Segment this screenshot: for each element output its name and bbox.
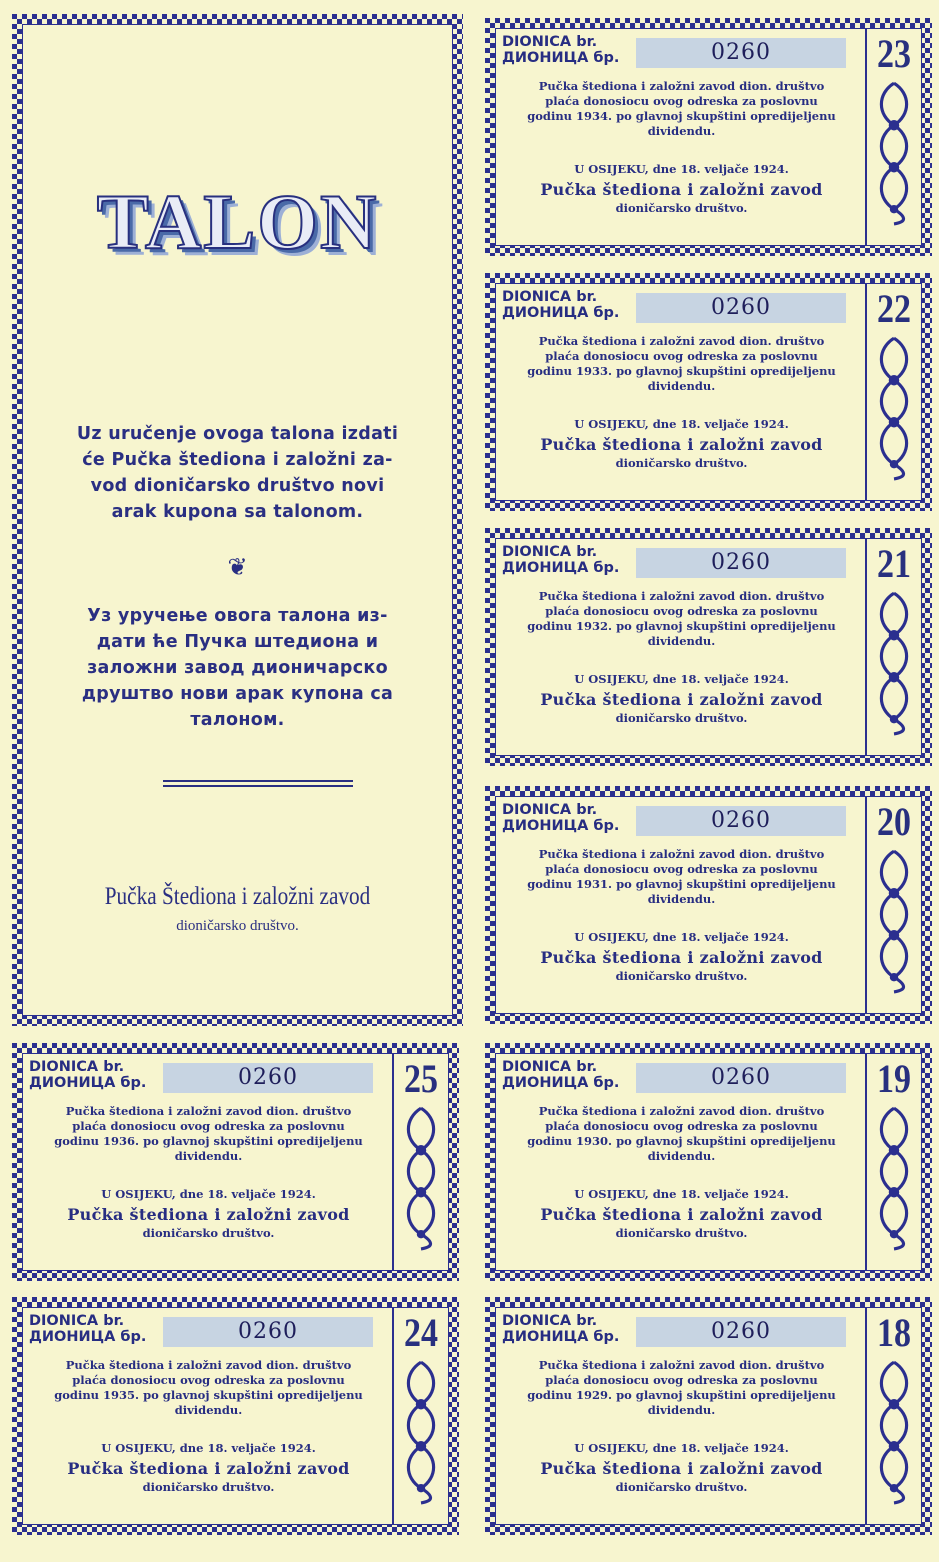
coupon-body-text: Pučka štediona i založni zavod dion. društvo plaća donosiocu ovog odreska za poslovnu godinu 1932. po glavnoj skupštini opredijeljenu dividendu.: [527, 589, 836, 648]
place-date: U OSIJEKU, dne 18. veljače 1924.: [101, 1441, 316, 1455]
place-date: U OSIJEKU, dne 18. veljače 1924.: [574, 1187, 789, 1201]
coupon-body-text: Pučka štediona i založni zavod dion. društvo plaća donosiocu ovog odreska za poslovnu godinu 1931. po glavnoj skupštini opredijeljenu dividendu.: [527, 847, 836, 906]
share-number: 0260: [636, 548, 846, 578]
coupon-bank-name: Pučka štediona i založni zavod: [540, 1205, 823, 1224]
scroll-ornament-icon: [873, 1358, 915, 1505]
place-date: U OSIJEKU, dne 18. veljače 1924.: [574, 162, 789, 176]
coupon-bank-name: Pučka štediona i založni zavod: [540, 690, 823, 709]
coupon-header: DIONICA br. ДИОНИЦА бр.: [29, 1059, 147, 1091]
coupon-serial-column: [392, 1308, 448, 1524]
share-number: 0260: [636, 293, 846, 323]
coupon-header: DIONICA br. ДИОНИЦА бр.: [502, 1059, 620, 1091]
talon-title: TALON: [96, 178, 379, 265]
share-number: 0260: [636, 806, 846, 836]
coupon-serial-column: [865, 1308, 921, 1524]
coupon-24: [12, 1297, 459, 1535]
talon-cyrillic-text: Уз уручење овога талона из- дати ће Пучка штедиона и заложни завод дионичарско друштво нови арак купона са талоном.: [81, 606, 394, 730]
coupon-serial-column: [865, 797, 921, 1013]
coupon-serial-number: 20: [877, 799, 911, 844]
coupon-bank-name: Pučka štediona i založni zavod: [540, 180, 823, 199]
scroll-ornament-icon: [400, 1104, 442, 1251]
place-date: U OSIJEKU, dne 18. veljače 1924.: [574, 1441, 789, 1455]
share-number: 0260: [636, 1063, 846, 1093]
coupon-20: [485, 786, 932, 1024]
coupon-bank-subtitle: dioničarsko društvo.: [615, 201, 748, 215]
coupon-serial-column: [865, 284, 921, 500]
share-number: 0260: [636, 38, 846, 68]
coupon-header: DIONICA br. ДИОНИЦА бр.: [29, 1313, 147, 1345]
coupon-header: DIONICA br. ДИОНИЦА бр.: [502, 289, 620, 321]
coupon-22: [485, 273, 932, 511]
coupon-serial-number: 21: [877, 541, 911, 586]
coupon-bank-subtitle: dioničarsko društvo.: [142, 1226, 275, 1240]
coupon-serial-column: [865, 539, 921, 755]
talon-bank-subtitle: dioničarsko društvo.: [176, 918, 299, 934]
coupon-header: DIONICA br. ДИОНИЦА бр.: [502, 544, 620, 576]
coupon-bank-name: Pučka štediona i založni zavod: [67, 1205, 350, 1224]
place-date: U OSIJEKU, dne 18. veljače 1924.: [574, 930, 789, 944]
coupon-bank-subtitle: dioničarsko društvo.: [615, 456, 748, 470]
coupon-bank-subtitle: dioničarsko društvo.: [142, 1480, 275, 1494]
floral-ornament-icon: ❦: [227, 553, 248, 581]
coupon-bank-name: Pučka štediona i založni zavod: [67, 1459, 350, 1478]
coupon-serial-number: 19: [877, 1056, 911, 1101]
coupon-18: [485, 1297, 932, 1535]
coupon-body-text: Pučka štediona i založni zavod dion. društvo plaća donosiocu ovog odreska za poslovnu godinu 1933. po glavnoj skupštini opredijeljenu dividendu.: [527, 334, 836, 393]
talon-bank-name: Pučka Štediona i založni zavod: [104, 883, 371, 910]
coupon-serial-number: 25: [404, 1056, 438, 1101]
place-date: U OSIJEKU, dne 18. veljače 1924.: [574, 417, 789, 431]
share-number: 0260: [163, 1063, 373, 1093]
coupon-body-text: Pučka štediona i založni zavod dion. društvo plaća donosiocu ovog odreska za poslovnu godinu 1929. po glavnoj skupštini opredijeljenu dividendu.: [527, 1358, 836, 1417]
share-number: 0260: [163, 1317, 373, 1347]
coupon-header: DIONICA br. ДИОНИЦА бр.: [502, 34, 620, 66]
divider: [163, 780, 353, 787]
coupon-serial-column: [865, 1054, 921, 1270]
coupon-bank-subtitle: dioničarsko društvo.: [615, 711, 748, 725]
coupon-body-text: Pučka štediona i založni zavod dion. društvo plaća donosiocu ovog odreska za poslovnu godinu 1930. po glavnoj skupštini opredijeljenu dividendu.: [527, 1104, 836, 1163]
coupon-serial-number: 22: [877, 286, 911, 331]
coupon-19: [485, 1043, 932, 1281]
coupon-body-text: Pučka štediona i založni zavod dion. društvo plaća donosiocu ovog odreska za poslovnu godinu 1936. po glavnoj skupštini opredijeljenu dividendu.: [54, 1104, 363, 1163]
place-date: U OSIJEKU, dne 18. veljače 1924.: [574, 672, 789, 686]
coupon-bank-name: Pučka štediona i založni zavod: [540, 1459, 823, 1478]
coupon-header: DIONICA br. ДИОНИЦА бр.: [502, 802, 620, 834]
coupon-serial-number: 24: [404, 1310, 438, 1355]
coupon-serial-number: 18: [877, 1310, 911, 1355]
scroll-ornament-icon: [873, 334, 915, 481]
coupon-bank-name: Pučka štediona i založni zavod: [540, 435, 823, 454]
scroll-ornament-icon: [400, 1358, 442, 1505]
coupon-bank-subtitle: dioničarsko društvo.: [615, 969, 748, 983]
coupon-body-text: Pučka štediona i založni zavod dion. društvo plaća donosiocu ovog odreska za poslovnu godinu 1935. po glavnoj skupštini opredijeljenu dividendu.: [54, 1358, 363, 1417]
scroll-ornament-icon: [873, 1104, 915, 1251]
place-date: U OSIJEKU, dne 18. veljače 1924.: [101, 1187, 316, 1201]
coupon-serial-column: [865, 29, 921, 245]
coupon-bank-name: Pučka štediona i založni zavod: [540, 948, 823, 967]
scroll-ornament-icon: [873, 79, 915, 226]
coupon-25: [12, 1043, 459, 1281]
talon-panel: [12, 14, 463, 1026]
scroll-ornament-icon: [873, 589, 915, 736]
coupon-bank-subtitle: dioničarsko društvo.: [615, 1226, 748, 1240]
coupon-21: [485, 528, 932, 766]
coupon-serial-number: 23: [877, 31, 911, 76]
coupon-header: DIONICA br. ДИОНИЦА бр.: [502, 1313, 620, 1345]
coupon-body-text: Pučka štediona i založni zavod dion. društvo plaća donosiocu ovog odreska za poslovnu godinu 1934. po glavnoj skupštini opredijeljenu dividendu.: [527, 79, 836, 138]
coupon-bank-subtitle: dioničarsko društvo.: [615, 1480, 748, 1494]
coupon-23: [485, 18, 932, 256]
talon-latin-text: Uz uručenje ovoga talona izdati će Pučka štediona i založni za- vod dioničarsko društvo novi arak kupona sa talonom.: [76, 424, 399, 522]
coupon-serial-column: [392, 1054, 448, 1270]
share-number: 0260: [636, 1317, 846, 1347]
scroll-ornament-icon: [873, 847, 915, 994]
